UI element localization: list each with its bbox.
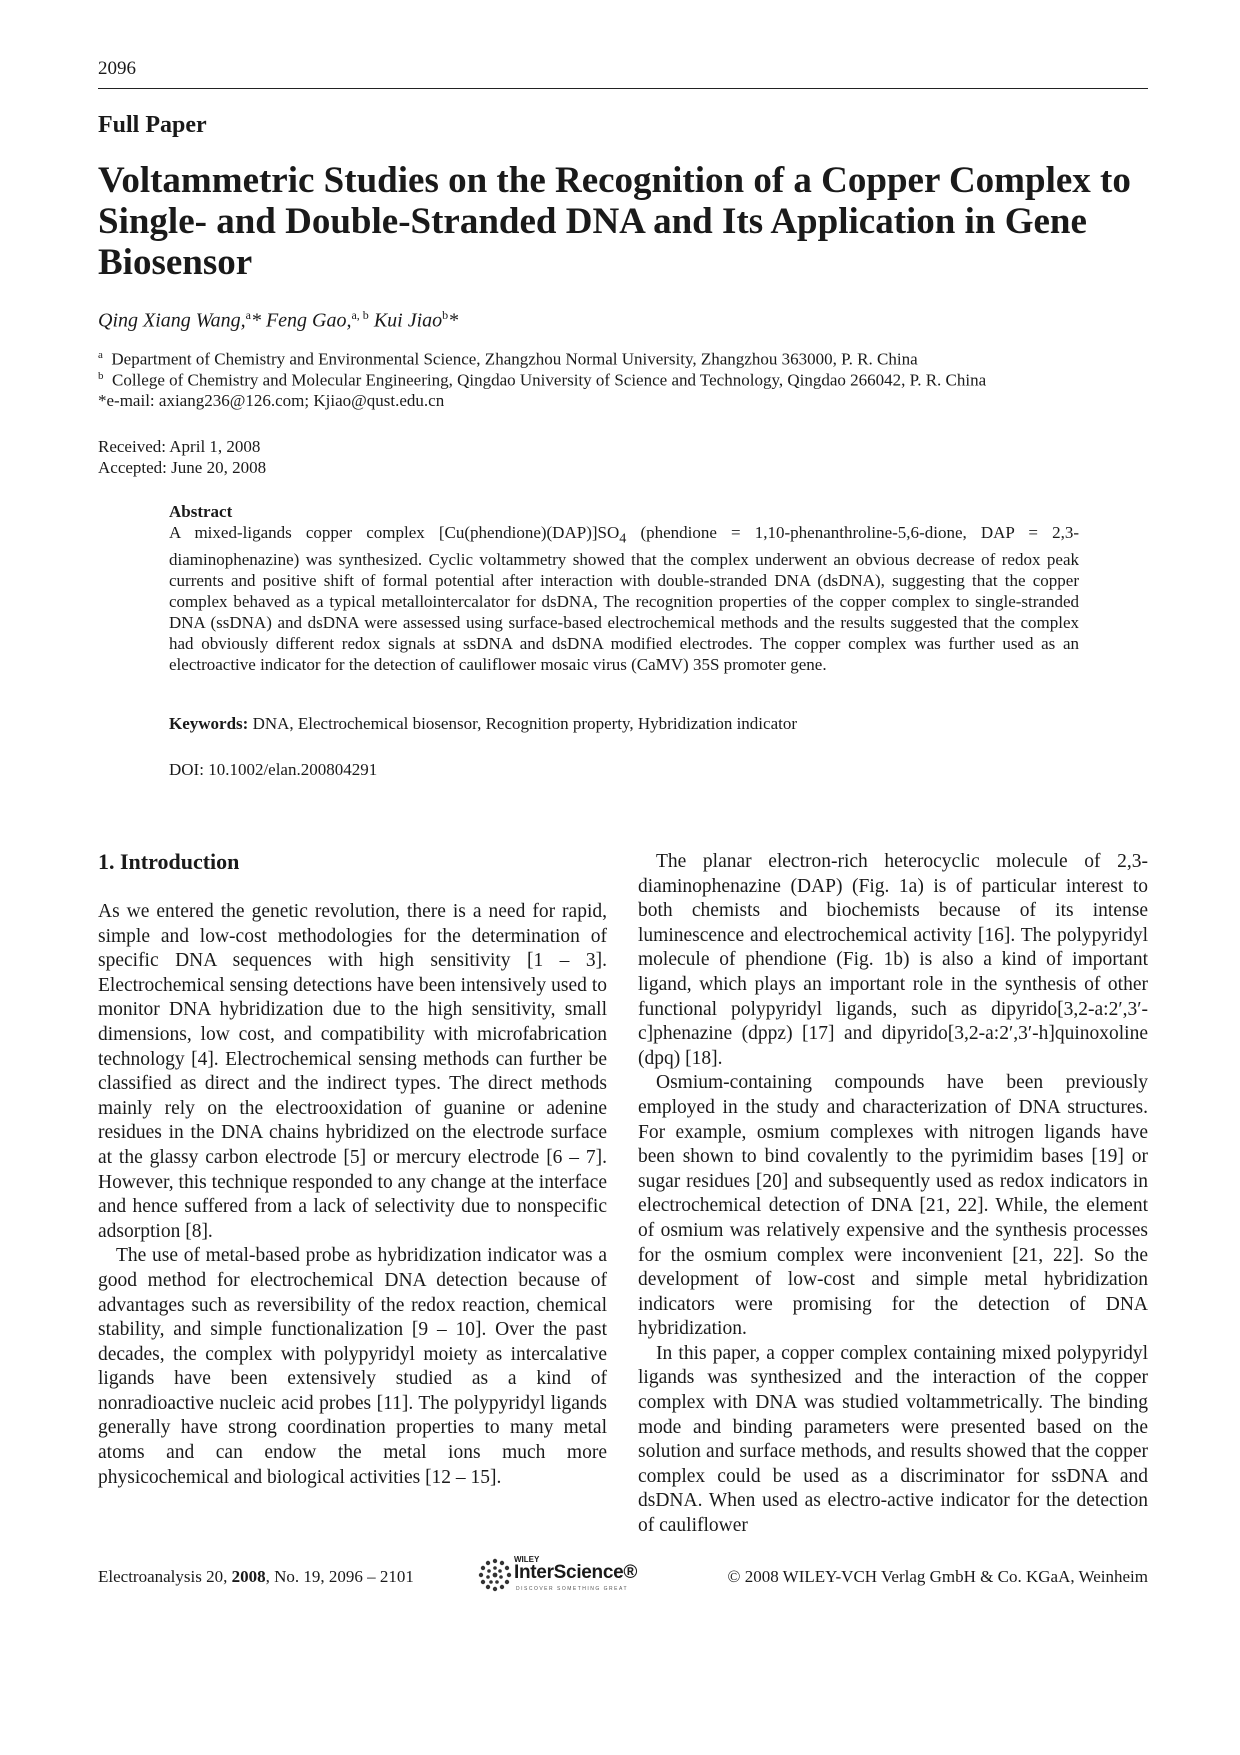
footer-copyright: © 2008 WILEY-VCH Verlag GmbH & Co. KGaA, Weinheim (727, 1567, 1148, 1586)
affiliation-a (98, 349, 918, 370)
section-label: Full Paper (98, 112, 207, 138)
page-number: 2096 (98, 58, 136, 79)
keywords (169, 714, 797, 734)
abstract-text (169, 522, 1079, 675)
journal-name: Electroanalysis 20, (98, 1567, 232, 1586)
abstract-heading: Abstract (169, 502, 233, 521)
body-paragraph: Osmium-containing compounds have been previously employed in the study and characterization of DNA structures. For example, osmium complexes with nitrogen ligands have been shown to bind covalently to the pyrimidim bases [19] or sugar residues [20] and subsequently used as redox indicators in electrochemical detection of DNA [21, 22]. While, the element of osmium was relatively expensive and the synthesis processes for the osmium complex were inconvenient [21, 22]. So the development of low-cost and simple metal hybridization indicators were promising for the detection of DNA hybridization. (638, 1072, 1148, 1340)
logo-publisher: WILEY (514, 1555, 540, 1564)
abstract-subscript: 4 (619, 530, 627, 547)
accepted-date: Accepted: June 20, 2008 (98, 458, 267, 477)
header-rule (98, 88, 1148, 89)
affiliation-b (98, 370, 986, 391)
section-heading-introduction: 1. Introduction (98, 849, 240, 874)
author-affiliation-mark: a, b (351, 308, 369, 322)
author-list (98, 308, 458, 333)
author-affiliation-mark: b (442, 308, 449, 322)
affiliation-text: Department of Chemistry and Environmental Science, Zhangzhou Normal University, Zhangzhou 363000, P. R. China (111, 349, 918, 369)
corresponding-mark: * (250, 309, 261, 332)
abstract-text-part: (phendione = 1,10-phenanthroline-5,6-dione, DAP = 2,3-diaminophenazine) was synthesized. Cyclic voltammetry showed that the complex underwent an obvious decrease of redox peak currents and positive shift of formal potential after interaction with double-stranded DNA (dsDNA), suggesting that the copper complex behaved as a typical metallointercalator for dsDNA, The recognition properties of the copper complex to single-stranded DNA (ssDNA) and dsDNA were assessed using surface-based electrochemical methods and the results suggested that the complex had obviously different redox signals at ssDNA and dsDNA modified electrodes. The copper complex was further used as an electroactive indicator for the detection of cauliflower mosaic virus (CaMV) 35S promoter gene. (169, 523, 1079, 675)
body-paragraph: In this paper, a copper complex containing mixed polypyridyl ligands was synthesized and the interaction of the copper complex with DNA was studied voltammetrically. The binding mode and binding parameters were presented based on the solution and surface methods, and results showed that the copper complex could be used as a discriminator for ssDNA and dsDNA. When used as electro-active indicator for the detection of cauliflower (638, 1342, 1148, 1537)
author-name: Feng Gao, (265, 309, 352, 332)
affiliation-mark: a (98, 349, 103, 361)
author-name: Qing Xiang Wang, (98, 309, 246, 332)
keywords-label: Keywords: (169, 714, 249, 733)
contact-email: *e-mail: axiang236@126.com; Kjiao@qust.edu.cn (98, 391, 445, 410)
affiliation-text: College of Chemistry and Molecular Engineering, Qingdao University of Science and Technology, Qingdao 266042, P. R. China (112, 370, 987, 390)
footer-journal-citation (98, 1567, 414, 1587)
journal-issue: , No. 19, 2096 – 2101 (265, 1567, 414, 1586)
body-paragraph: The use of metal-based probe as hybridization indicator was a good method for electrochemical DNA detection because of advantages such as reversibility of the redox reaction, chemical stability, and simple functionalization [9 – 10]. Over the past decades, the complex with polypyridyl moiety as intercalative ligands have been extensively studied as a kind of nonradioactive nucleic acid probes [11]. The polypyridyl ligands generally have strong coordination properties to many metal atoms and can endow the metal ions much more physicochemical and biological activities [12 – 15]. (98, 1245, 607, 1488)
body-column-right (638, 850, 1148, 1539)
logo-brand: InterScience® (514, 1562, 638, 1583)
logo-tagline: DISCOVER SOMETHING GREAT (516, 1586, 629, 1592)
paper-title: Voltammetric Studies on the Recognition of a Copper Complex to Single- and Double-Stranded DNA and Its Application in Gene Biosensor (98, 160, 1131, 283)
keywords-text: DNA, Electrochemical biosensor, Recognition property, Hybridization indicator (248, 714, 798, 733)
received-date: Received: April 1, 2008 (98, 437, 261, 456)
journal-year: 2008 (231, 1567, 266, 1586)
abstract-text-part: A mixed-ligands copper complex [Cu(phendione)(DAP)]SO (169, 523, 620, 542)
author-affiliation-mark: a (245, 308, 251, 322)
body-paragraph: As we entered the genetic revolution, there is a need for rapid, simple and low-cost methodologies for the determination of specific DNA sequences with high sensitivity [1 – 3]. Electrochemical sensing detections have been intensively used to monitor DNA hybridization due to the high sensitivity, small dimensions, low cost, and compatibility with microfabrication technology [4]. Electrochemical sensing methods can further be classified as direct and the indirect types. The direct methods mainly rely on the electrooxidation of guanine or adenine residues in the DNA chains hybridized on the electrode surface at the glassy carbon electrode [5] or mercury electrode [6 – 7]. However, this technique responded to any change at the interface and hence suffered from a lack of selectivity due to nonspecific adsorption [8]. (98, 901, 607, 1242)
affiliation-mark: b (98, 370, 104, 382)
corresponding-mark: * (448, 309, 459, 332)
doi: DOI: 10.1002/elan.200804291 (169, 760, 378, 779)
interscience-logo (478, 1555, 678, 1597)
body-column-left (98, 900, 607, 1490)
body-paragraph: The planar electron-rich heterocyclic molecule of 2,3-diaminophenazine (DAP) (Fig. 1a) is of particular interest to both chemists and biochemists because of its intense luminescence and electrochemical activity [16]. The polypyridyl molecule of phendione (Fig. 1b) is also a kind of important ligand, which plays an important role in the synthesis of other functional polypyridyl ligands, such as dipyrido[3,2-a:2′,3′-c]phenazine (dppz) [17] and dipyrido[3,2-a:2′,3′-h]quinoxoline (dpq) [18]. (638, 851, 1148, 1069)
swirl-logo-icon (478, 1557, 512, 1593)
author-name: Kui Jiao (373, 309, 443, 332)
